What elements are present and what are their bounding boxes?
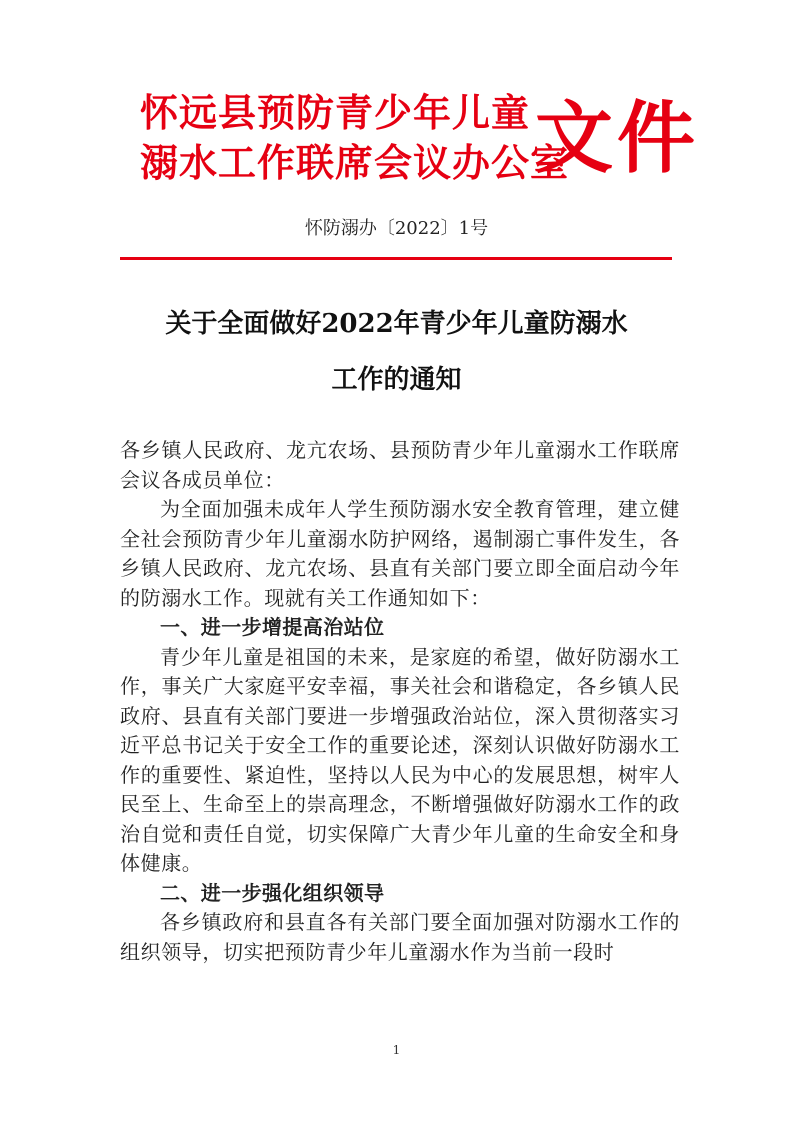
- section-2-heading: 二、进一步强化组织领导: [160, 880, 385, 905]
- document-body: [120, 436, 680, 967]
- document-title: [100, 300, 693, 404]
- issuer-line-1: 怀远县预防青少年儿童: [140, 90, 531, 135]
- intro-paragraph: 为全面加强未成年人学生预防溺水安全教育管理，建立健全社会预防青少年儿童溺水防护网络，遏制溺亡事件发生，各乡镇人民政府、龙亢农场、县直有关部门要立即全面启动今年的防溺水工作。现就有关工作通知如下：: [120, 497, 680, 610]
- section-1-heading: 一、进一步增提高治站位: [160, 615, 385, 639]
- title-line-2: 工作的通知: [331, 365, 462, 395]
- document-number: 怀防溺办〔2022〕1号: [304, 218, 489, 239]
- title-line-1: 关于全面做好2022年青少年儿童防溺水: [165, 309, 628, 339]
- salutation: 各乡镇人民政府、龙亢农场、县预防青少年儿童溺水工作联席会议各成员单位：: [120, 438, 680, 492]
- issuer-name: [140, 88, 570, 188]
- red-divider-line: [120, 257, 672, 260]
- document-header: [140, 88, 700, 198]
- page-number: 1: [392, 1043, 401, 1057]
- document-word: 文件: [535, 93, 700, 184]
- section-1-paragraph: 青少年儿童是祖国的未来，是家庭的希望，做好防溺水工作，事关广大家庭平安幸福，事关社会和谐稳定，各乡镇人民政府、县直有关部门要进一步增强政治站位，深入贯彻落实习近平总书记关于安全工作的重要论述，深刻认识做好防溺水工作的重要性、紧迫性，坚持以人民为中心的发展思想，树牢人民至上、生命至上的崇高理念，不断增强做好防溺水工作的政治自觉和责任自觉，切实保障广大青少年儿童的生命安全和身体健康。: [120, 644, 680, 875]
- issuer-line-2: 溺水工作联席会议办公室: [140, 140, 570, 185]
- section-2-paragraph: 各乡镇政府和县直各有关部门要全面加强对防溺水工作的组织领导，切实把预防青少年儿童溺水作为当前一段时: [120, 910, 680, 964]
